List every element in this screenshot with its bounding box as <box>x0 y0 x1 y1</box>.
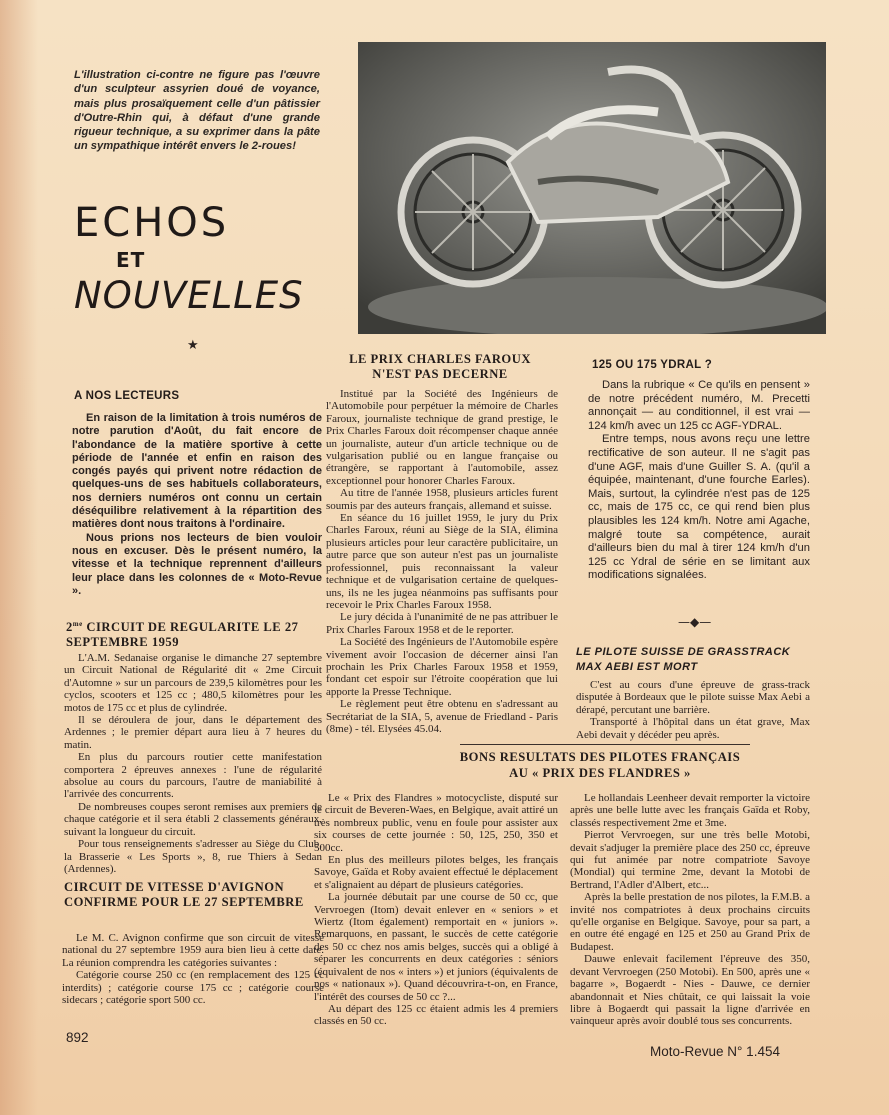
motorcycle-sculpture-illustration <box>358 42 826 334</box>
article-flandres-col1 <box>314 792 558 1028</box>
regularite-paragraph: Pour tous renseignements s'adresser au Siège du Club, la Brasserie « Les Sports », 8, rue Thiers à Sedan (Ardennes). <box>64 838 322 875</box>
flandres-paragraph: Le « Prix des Flandres » motocycliste, disputé sur le circuit de Beveren-Waes, en Belgique, avait attiré un très nombreux public, venu en foule pour assister aux six courses de cette journée : 50, 125, 250, 350 et 500cc. <box>314 792 558 854</box>
star-ornament: ★ <box>187 338 199 353</box>
faroux-paragraph: Au titre de l'année 1958, plusieurs articles furent soumis par des auteurs français, allemand et suisse. <box>326 487 558 512</box>
magazine-issue: Moto-Revue N° 1.454 <box>650 1044 780 1059</box>
heading-ydral: 125 OU 175 YDRAL ? <box>592 359 713 371</box>
section-title-echos: ECHOS <box>74 200 230 246</box>
heading-prix-faroux: LE PRIX CHARLES FAROUX N'EST PAS DECERNE <box>349 352 531 381</box>
aebi-paragraph: Transporté à l'hôpital dans un état grave, Max Aebi devait y décéder peu après. <box>576 716 810 741</box>
ydral-paragraph: Dans la rubrique « Ce qu'ils en pensent » de notre précédent numéro, M. Precetti annonçait — au conditionnel, il est vrai — 124 km/h avec un 125 cc AGF-YDRAL. <box>588 379 810 432</box>
section-title-nouvelles: NOUVELLES <box>74 274 304 317</box>
heading-prix-flandres-1: BONS RESULTATS DES PILOTES FRANÇAIS <box>459 750 741 764</box>
flandres-paragraph: Pierrot Vervroegen, sur une très belle Motobi, devait s'adjuger la première place des 250 cc, épreuve qui fut animée par notre compatriote Savoye (Mondial) qui termine 2me, devant la Motobi de Bertrand, l'Adler d'Albert, etc... <box>570 829 810 891</box>
article-ydral <box>588 379 810 583</box>
flandres-paragraph: Au départ des 125 cc étaient admis les 4 premiers classés en 50 cc. <box>314 1002 558 1028</box>
flandres-paragraph: Le hollandais Leenheer devait remporter la victoire après une belle lutte avec les français Gaïda et Roby, classés respectivement 2me et 3me. <box>570 792 811 829</box>
faroux-paragraph: En séance du 16 juillet 1959, le jury du Prix Charles Faroux, réuni au Siège de la SIA, élimina plusieurs articles pour leur caractère publicitaire, un autre parce que son auteur n'est pas un journaliste professionnel, puis reconnaissant la valeur technique et de vulgarisation certaine de quelques-uns, ils ne les jugea néanmoins pas suffisants pour recevoir le Prix Charles Faroux 1958. <box>326 512 558 611</box>
article-max-aebi <box>576 679 810 741</box>
faroux-paragraph: Institué par la Société des Ingénieurs de l'Automobile pour perpétuer la mémoire de Charles Faroux, journaliste technique de grand prestige, le Prix Charles Faroux doit récompenser chaque année un journaliste, auteur d'un article technique ou de vulgarisation publié ou en langue française ou étrangère, se rapportant à l'automobile, assez exceptionnel pour honorer Charles Faroux. <box>326 388 558 487</box>
section-divider <box>460 744 750 745</box>
faroux-paragraph: Le règlement peut être obtenu en s'adressant au Secrétariat de la SIA, 5, avenue de Friedland - Paris (8me) - tél. Elysées 45.04. <box>326 698 558 735</box>
article-regularite <box>64 652 322 875</box>
cake-motorcycle-photo <box>358 42 826 334</box>
faroux-paragraph: Le jury décida à l'unanimité de ne pas attribuer le Prix Charles Faroux 1958 et de le reporter. <box>326 611 558 636</box>
avignon-paragraph: Le M. C. Avignon confirme que son circuit de vitesse national du 27 septembre 1959 aura bien lieu à cette date. La réunion comprendra les catégories suivantes : <box>62 932 324 969</box>
section-title-et: ET <box>116 248 146 272</box>
page-number: 892 <box>66 1030 89 1045</box>
flandres-paragraph: La journée débutait par une course de 50 cc, que Vervroegen (Itom) devait enlever en « seniors » et Wiertz (Itom également) remportait en « juniors ». Remarquons, en passant, le succès de cette catégorie des 50 cc chez nos amis belges, succès qui a obligé à séparer les concurrents en deux catégories : séniors (équivalent de nos « inters ») et juniors (équivalents de nos « nationaux »). Quand découvrira-t-on, en France, l'intérêt des courses de 50 cc ?... <box>314 891 558 1003</box>
flandres-paragraph: En plus des meilleurs pilotes belges, les français Savoye, Gaïda et Roby avaient effectué le déplacement et s'alignaient au départ de plusieurs catégories. <box>314 854 558 891</box>
heading-max-aebi: LE PILOTE SUISSE DE GRASSTRACK MAX AEBI EST MORT <box>576 646 791 673</box>
photo-caption: L'illustration ci-contre ne figure pas l'œuvre d'un sculpteur assyrien doué de voyance, mais plus prosaïquement celle d'un pâtissier d'Outre-Rhin qui, à défaut d'une grande rigueur technique, a su exprimer dans la pâte un sympathique intérêt envers le 2-roues! <box>74 69 320 153</box>
lecteurs-paragraph: Nous prions nos lecteurs de bien vouloir nous en excuser. Dès le présent numéro, la vitesse et la technique reprennent d'ailleurs leur place dans les colonnes de « Moto-Revue ». <box>72 531 322 597</box>
heading-circuit-regularite <box>66 617 326 650</box>
regularite-paragraph: Il se déroulera de jour, dans le département des Ardennes ; le premier départ aura lieu à 7 heures du matin. <box>64 714 322 751</box>
regularite-paragraph: De nombreuses coupes seront remises aux premiers de chaque catégorie et il sera établi 2 classements généraux, suivant la longueur du circuit. <box>64 800 322 838</box>
page-edge-shadow <box>0 0 38 1115</box>
avignon-paragraph: Catégorie course 250 cc (en remplacement des 125 cc interdits) ; catégorie course 175 cc ; catégorie course sidecars ; catégorie sport 500 cc. <box>62 969 324 1007</box>
article-prix-faroux <box>326 388 558 735</box>
heading-superscript: me <box>72 620 83 628</box>
heading-prix-flandres-2: AU « PRIX DES FLANDRES » <box>509 766 691 780</box>
lecteurs-paragraph: En raison de la limitation à trois numéros de notre parution d'Août, du fait encore de l'abondance de la matière sportive à cette période de l'année et enfin en raison des congés payés qui privent notre rédaction de quelques-uns de ses habituels collaborateurs, nos derniers numéros ont connu un certain déséquilibre relativement à la répartition des matières dont nous traitons à l'ordinaire. <box>72 412 322 531</box>
diamond-ornament: —◆— <box>678 615 712 629</box>
regularite-paragraph: En plus du parcours routier cette manifestation comportera 2 épreuves annexes : l'une de régularité absolue au cours du parcours, l'autre de maniabilité à l'arrivée des concurrents. <box>64 751 322 801</box>
article-avignon <box>62 932 324 1006</box>
ydral-paragraph: Entre temps, nous avons reçu une lettre rectificative de son auteur. Il ne s'agit pas d'une AGF, mais d'une Guiller S. A. (qu'il a équipée, maintenant, d'une fourche Earles). Mais, surtout, la cylindrée n'est pas de 125 cc, mais de 175 cc, ce qui rend bien plus plausibles les 124 km/h. Notre ami Agache, malgré toute sa compétence, aurait d'ailleurs bien du mal à tirer 124 km/h d'un 125 cc Ydral de série en se limitant aux modifications signalées. <box>588 433 810 582</box>
flandres-paragraph: Après la belle prestation de nos pilotes, la F.M.B. a invité nos compatriotes à deux prochains circuits qu'elle organise en Belgique. Savoye, pour sa part, a en outre été engagé en 125 et 250 au Grand Prix de Budapest. <box>570 891 810 953</box>
flandres-paragraph: Dauwe enlevait facilement l'épreuve des 350, devant Vervroegen (250 Motobi). En 500, après une « bagarre », Bogaerdt - Nies - Dauwe, ce dernier abandonnait et Nies chûtait, ce qui laissait la voie libre à Bogaerdt qui passait la ligne d'arrivée en vainqueur après avoir doublé tous ses concurrents. <box>570 953 810 1028</box>
heading-number: 2 <box>66 620 73 635</box>
heading-a-nos-lecteurs: A NOS LECTEURS <box>74 390 180 402</box>
faroux-paragraph: La Société des Ingénieurs de l'Automobile espère vivement avoir l'occasion de décerner ainsi l'an prochain les Prix Charles Faroux 1958 et 1959, fondant cet espoir sur l'étroite coopération que lui apporte la Presse Technique. <box>326 636 558 698</box>
article-flandres-col2 <box>570 792 810 1028</box>
heading-text: CIRCUIT DE REGULARITE LE 27 SEPTEMBRE 1959 <box>66 620 299 650</box>
regularite-paragraph: L'A.M. Sedanaise organise le dimanche 27 septembre un Circuit National de Régularité dit « 2me Circuit d'Automne » sur un parcours de 239,5 kilomètres pour les cyclos, scooters et 125 cc ; 480,5 kilomètres pour les motos de 175 cc et plus de cylindrée. <box>64 652 322 714</box>
aebi-paragraph: C'est au cours d'une épreuve de grass-track disputée à Bordeaux que le pilote suisse Max Aebi a dérapé, percutant une barrière. <box>576 679 810 716</box>
article-lecteurs <box>72 412 322 598</box>
heading-circuit-avignon: CIRCUIT DE VITESSE D'AVIGNON CONFIRME POUR LE 27 SEPTEMBRE <box>64 880 304 909</box>
